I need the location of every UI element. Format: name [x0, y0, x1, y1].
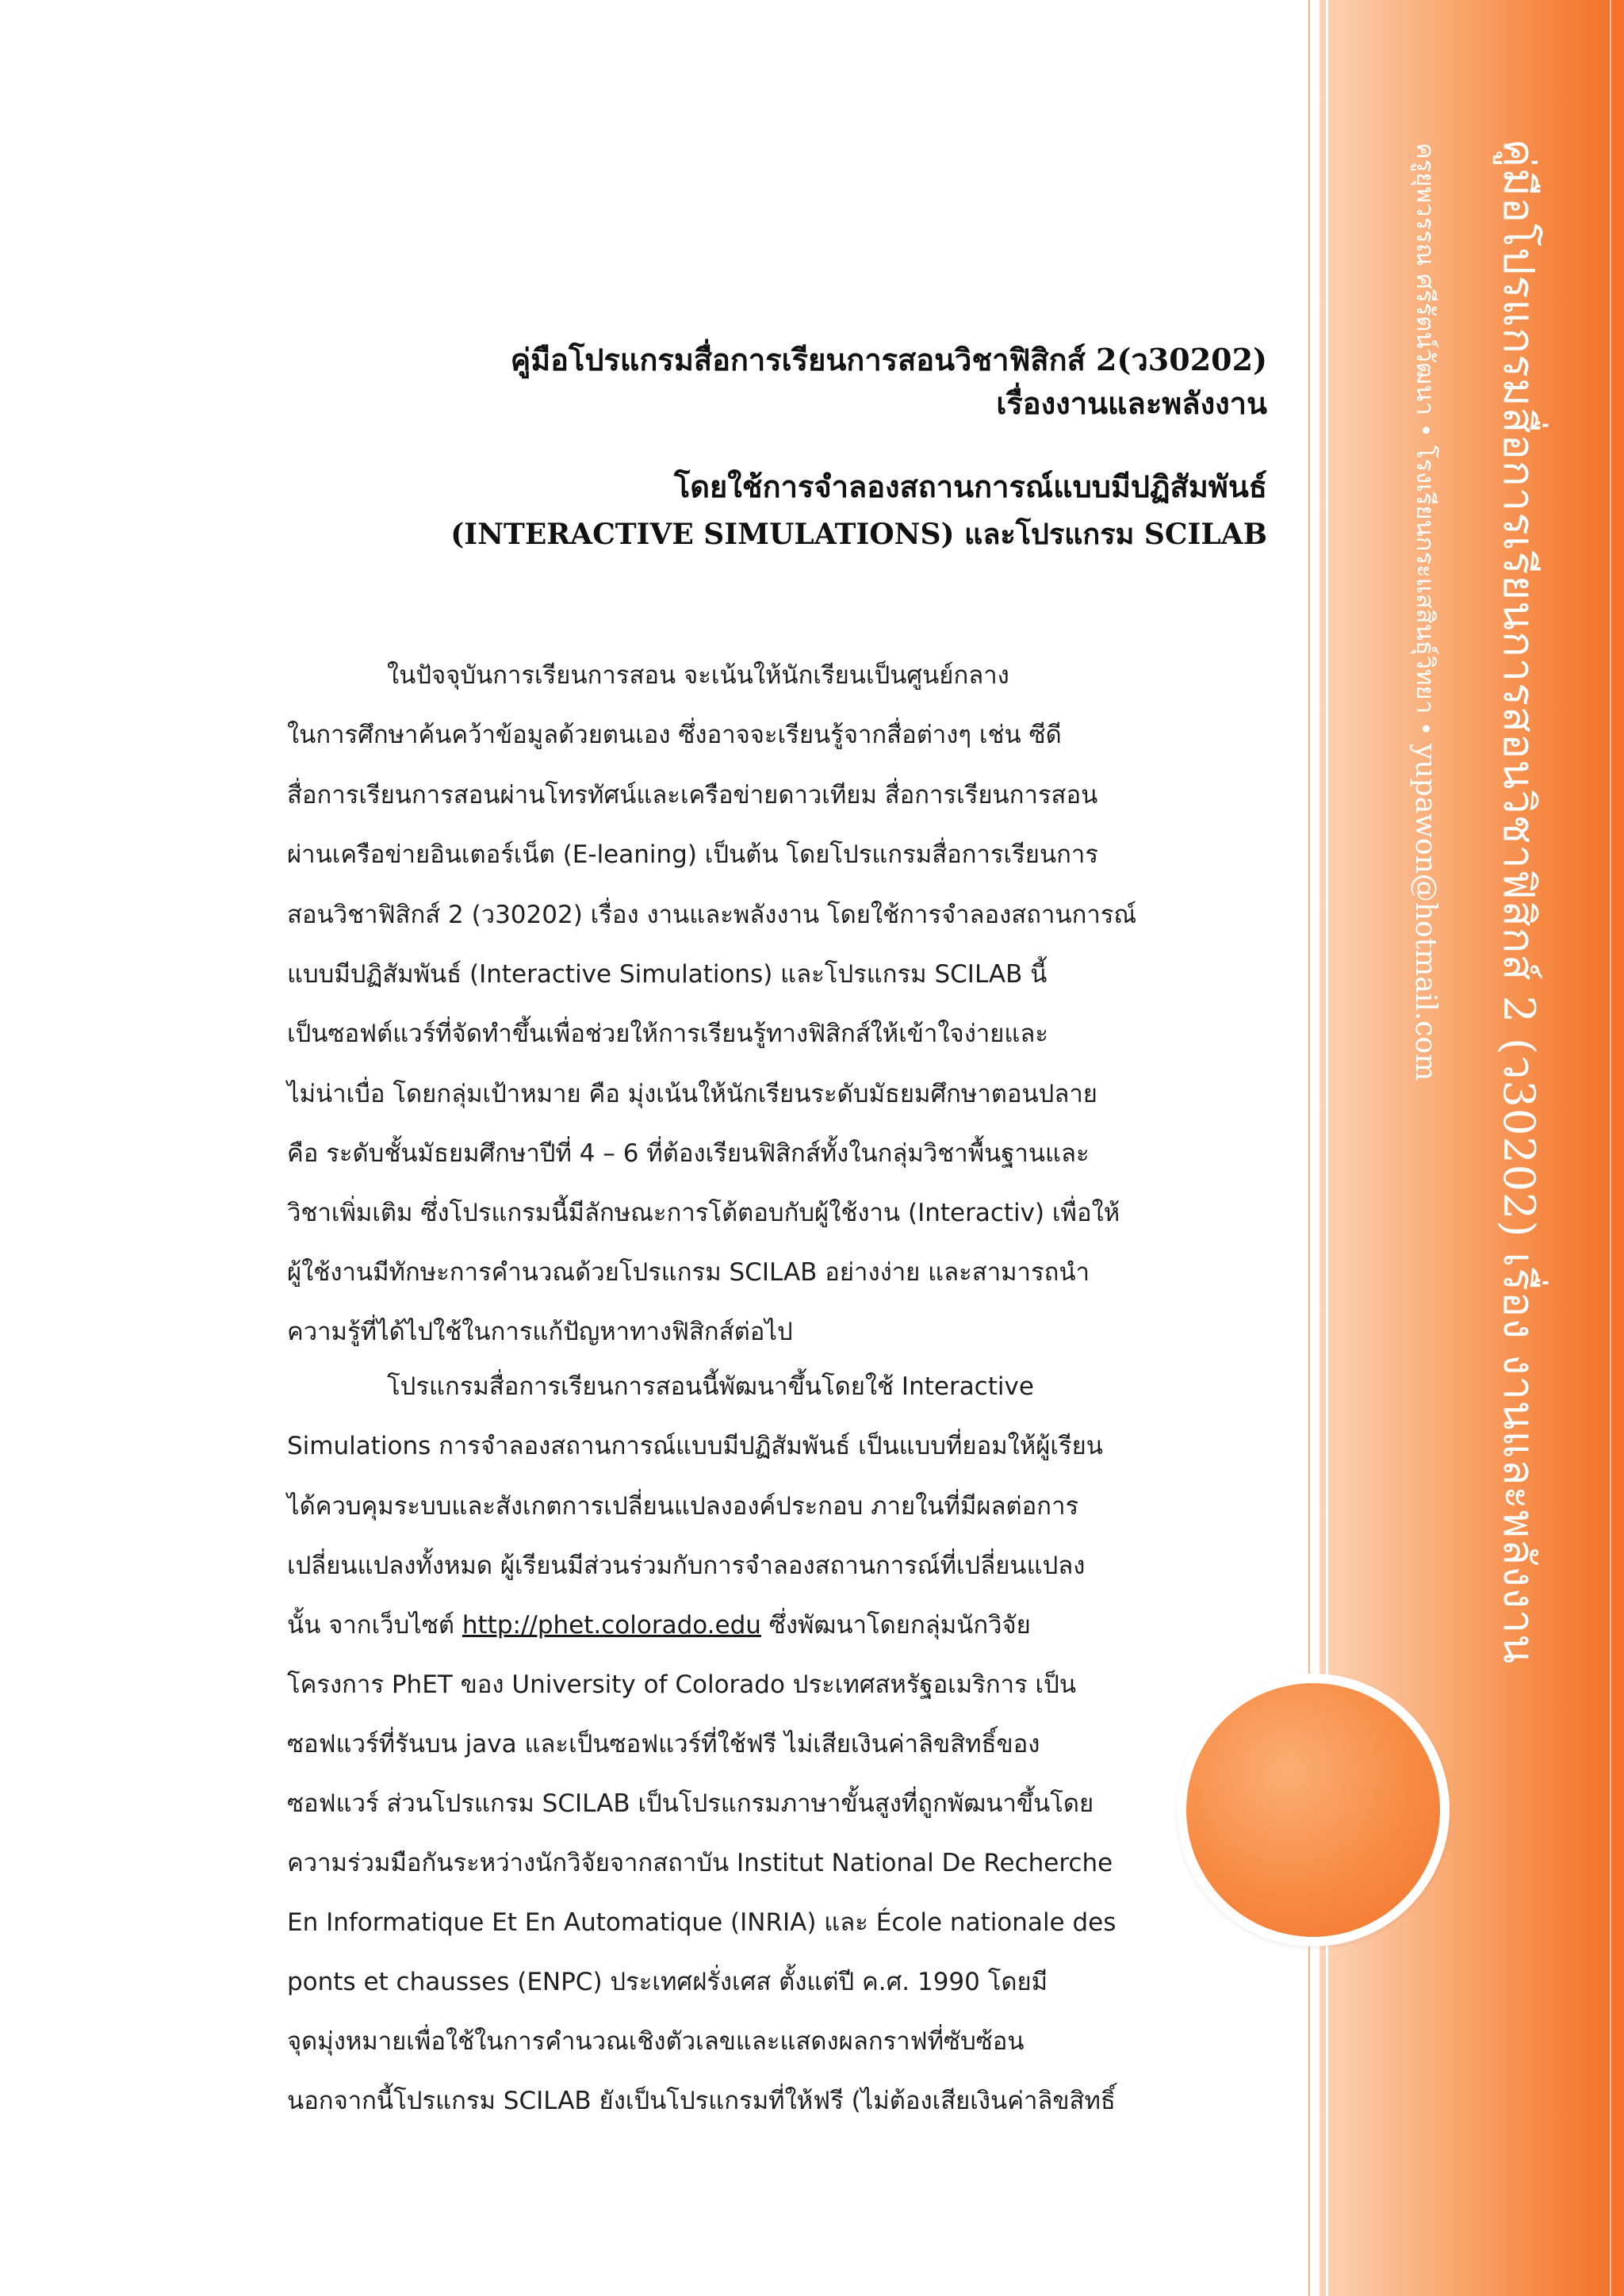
- body-line: ความรู้ที่ได้ไปใช้ในการแก้ปัญหาทางฟิสิกส์ต่อไป: [287, 1318, 793, 1346]
- sidebar-author: ครูยุพวรรณ ศรีรัตน์วัฒนา: [1411, 143, 1439, 415]
- body-line: แบบมีปฏิสัมพันธ์ (Interactive Simulations) และโปรแกรม SCILAB นี้: [287, 960, 1048, 989]
- sidebar-email: yupawon@hotmail.com: [1409, 744, 1442, 1081]
- body-line: คือ ระดับชั้นมัธยมศึกษาปีที่ 4 – 6 ที่ต้องเรียนฟิสิกส์ทั้งในกลุ่มวิชาพื้นฐานและ: [287, 1139, 1090, 1168]
- body-text: ซึ่งพัฒนาโดยกลุ่มนักวิจัย: [760, 1611, 1031, 1640]
- sidebar-separator: •: [1411, 721, 1439, 737]
- body-line-with-link: [287, 1609, 1031, 1641]
- body-line: ซอฟแวร์ ส่วนโปรแกรม SCILAB เป็นโปรแกรมภาษาขั้นสูงที่ถูกพัฒนาขึ้นโดย: [287, 1789, 1094, 1818]
- body-line: สอนวิชาฟิสิกส์ 2 (ว30202) เรื่อง งานและพลังงาน โดยใช้การจำลองสถานการณ์: [287, 901, 1137, 929]
- band-divider: [1326, 0, 1328, 2296]
- page-subtitle: เรื่องงานและพลังงาน: [996, 385, 1267, 421]
- body-line: เปลี่ยนแปลงทั้งหมด ผู้เรียนมีส่วนร่วมกับการจำลองสถานการณ์ที่เปลี่ยนแปลง: [287, 1552, 1086, 1580]
- sidebar-author-line: [1408, 143, 1442, 1081]
- body-text: นั้น จากเว็บไซต์: [287, 1611, 462, 1640]
- page-method-title: โดยใช้การจำลองสถานการณ์แบบมีปฏิสัมพันธ์: [673, 469, 1267, 504]
- body-line: วิชาเพิ่มเติม ซึ่งโปรแกรมนี้มีลักษณะการโต้ตอบกับผู้ใช้งาน (Interactiv) เพื่อให้: [287, 1199, 1120, 1227]
- decorative-circle: [1186, 1683, 1440, 1937]
- body-line: ผ่านเครือข่ายอินเตอร์เน็ต (E-leaning) เป็นต้น โดยโปรแกรมสื่อการเรียนการ: [287, 840, 1098, 869]
- band-divider: [1320, 0, 1321, 2296]
- body-line: โปรแกรมสื่อการเรียนการสอนนี้พัฒนาขึ้นโดยใช้ Interactive: [387, 1372, 1034, 1401]
- sidebar-separator: •: [1411, 423, 1439, 438]
- body-line: ไม่น่าเบื่อ โดยกลุ่มเป้าหมาย คือ มุ่งเน้นให้นักเรียนระดับมัธยมศึกษาตอนปลาย: [287, 1080, 1097, 1108]
- body-line: En Informatique Et En Automatique (INRIA) และ École nationale des: [287, 1908, 1116, 1937]
- body-line: จุดมุ่งหมายเพื่อใช้ในการคำนวณเชิงตัวเลขและแสดงผลกราฟที่ซับซ้อน: [287, 2027, 1025, 2056]
- side-band: [1320, 0, 1624, 2296]
- body-line: สื่อการเรียนการสอนผ่านโทรทัศน์และเครือข่ายดาวเทียม สื่อการเรียนการสอน: [287, 781, 1098, 809]
- body-line: ความร่วมมือกันระหว่างนักวิจัยจากสถาบัน Institut National De Recherche: [287, 1849, 1113, 1877]
- body-line: ผู้ใช้งานมีทักษะการคำนวณด้วยโปรแกรม SCILAB อย่างง่าย และสามารถนำ: [287, 1258, 1090, 1287]
- body-line: Simulations การจำลองสถานการณ์แบบมีปฏิสัมพันธ์ เป็นแบบที่ยอมให้ผู้เรียน: [287, 1432, 1103, 1460]
- body-line: ในปัจจุบันการเรียนการสอน จะเน้นให้นักเรียนเป็นศูนย์กลาง: [387, 661, 1009, 690]
- body-line: นอกจากนี้โปรแกรม SCILAB ยังเป็นโปรแกรมที่ให้ฟรี (ไม่ต้องเสียเงินค่าลิขสิทธิ์: [287, 2087, 1116, 2115]
- body-line: โครงการ PhET ของ University of Colorado ประเทศสหรัฐอเมริการ เป็น: [287, 1670, 1077, 1699]
- body-line: ponts et chausses (ENPC) ประเทศฝรั่งเศส ตั้งแต่ปี ค.ศ. 1990 โดยมี: [287, 1968, 1048, 1996]
- page-method-subtitle: (INTERACTIVE SIMULATIONS) และโปรแกรม SCILAB: [450, 518, 1267, 551]
- body-line: เป็นซอฟต์แวร์ที่จัดทำขึ้นเพื่อช่วยให้การเรียนรู้ทางฟิสิกส์ให้เข้าใจง่ายและ: [287, 1020, 1049, 1048]
- band-divider: [1308, 0, 1310, 2296]
- page-title: คู่มือโปรแกรมสื่อการเรียนการสอนวิชาฟิสิกส์ 2(ว30202): [510, 342, 1267, 377]
- body-line: ได้ควบคุมระบบและสังเกตการเปลี่ยนแปลงองค์ประกอบ ภายในที่มีผลต่อการ: [287, 1492, 1079, 1521]
- band-divider: [1610, 0, 1611, 2296]
- body-line: ซอฟแวร์ที่รันบน java และเป็นซอฟแวร์ที่ใช้ฟรี ไม่เสียเงินค่าลิขสิทธิ์ของ: [287, 1730, 1040, 1758]
- sidebar-school: โรงเรียนกระแสสินธุ์วิทยา: [1411, 445, 1439, 714]
- phet-link[interactable]: http://phet.colorado.edu: [462, 1611, 761, 1640]
- body-line: ในการศึกษาค้นคว้าข้อมูลด้วยตนเอง ซึ่งอาจจะเรียนรู้จากสื่อต่างๆ เช่น ซีดี: [287, 721, 1062, 749]
- sidebar-vertical-title: คู่มือโปรแกรมสื่อการเรียนการสอนวิชาฟิสิกส์ 2 (ว30202) เรื่อง งานและพลังงาน: [1494, 139, 1544, 1665]
